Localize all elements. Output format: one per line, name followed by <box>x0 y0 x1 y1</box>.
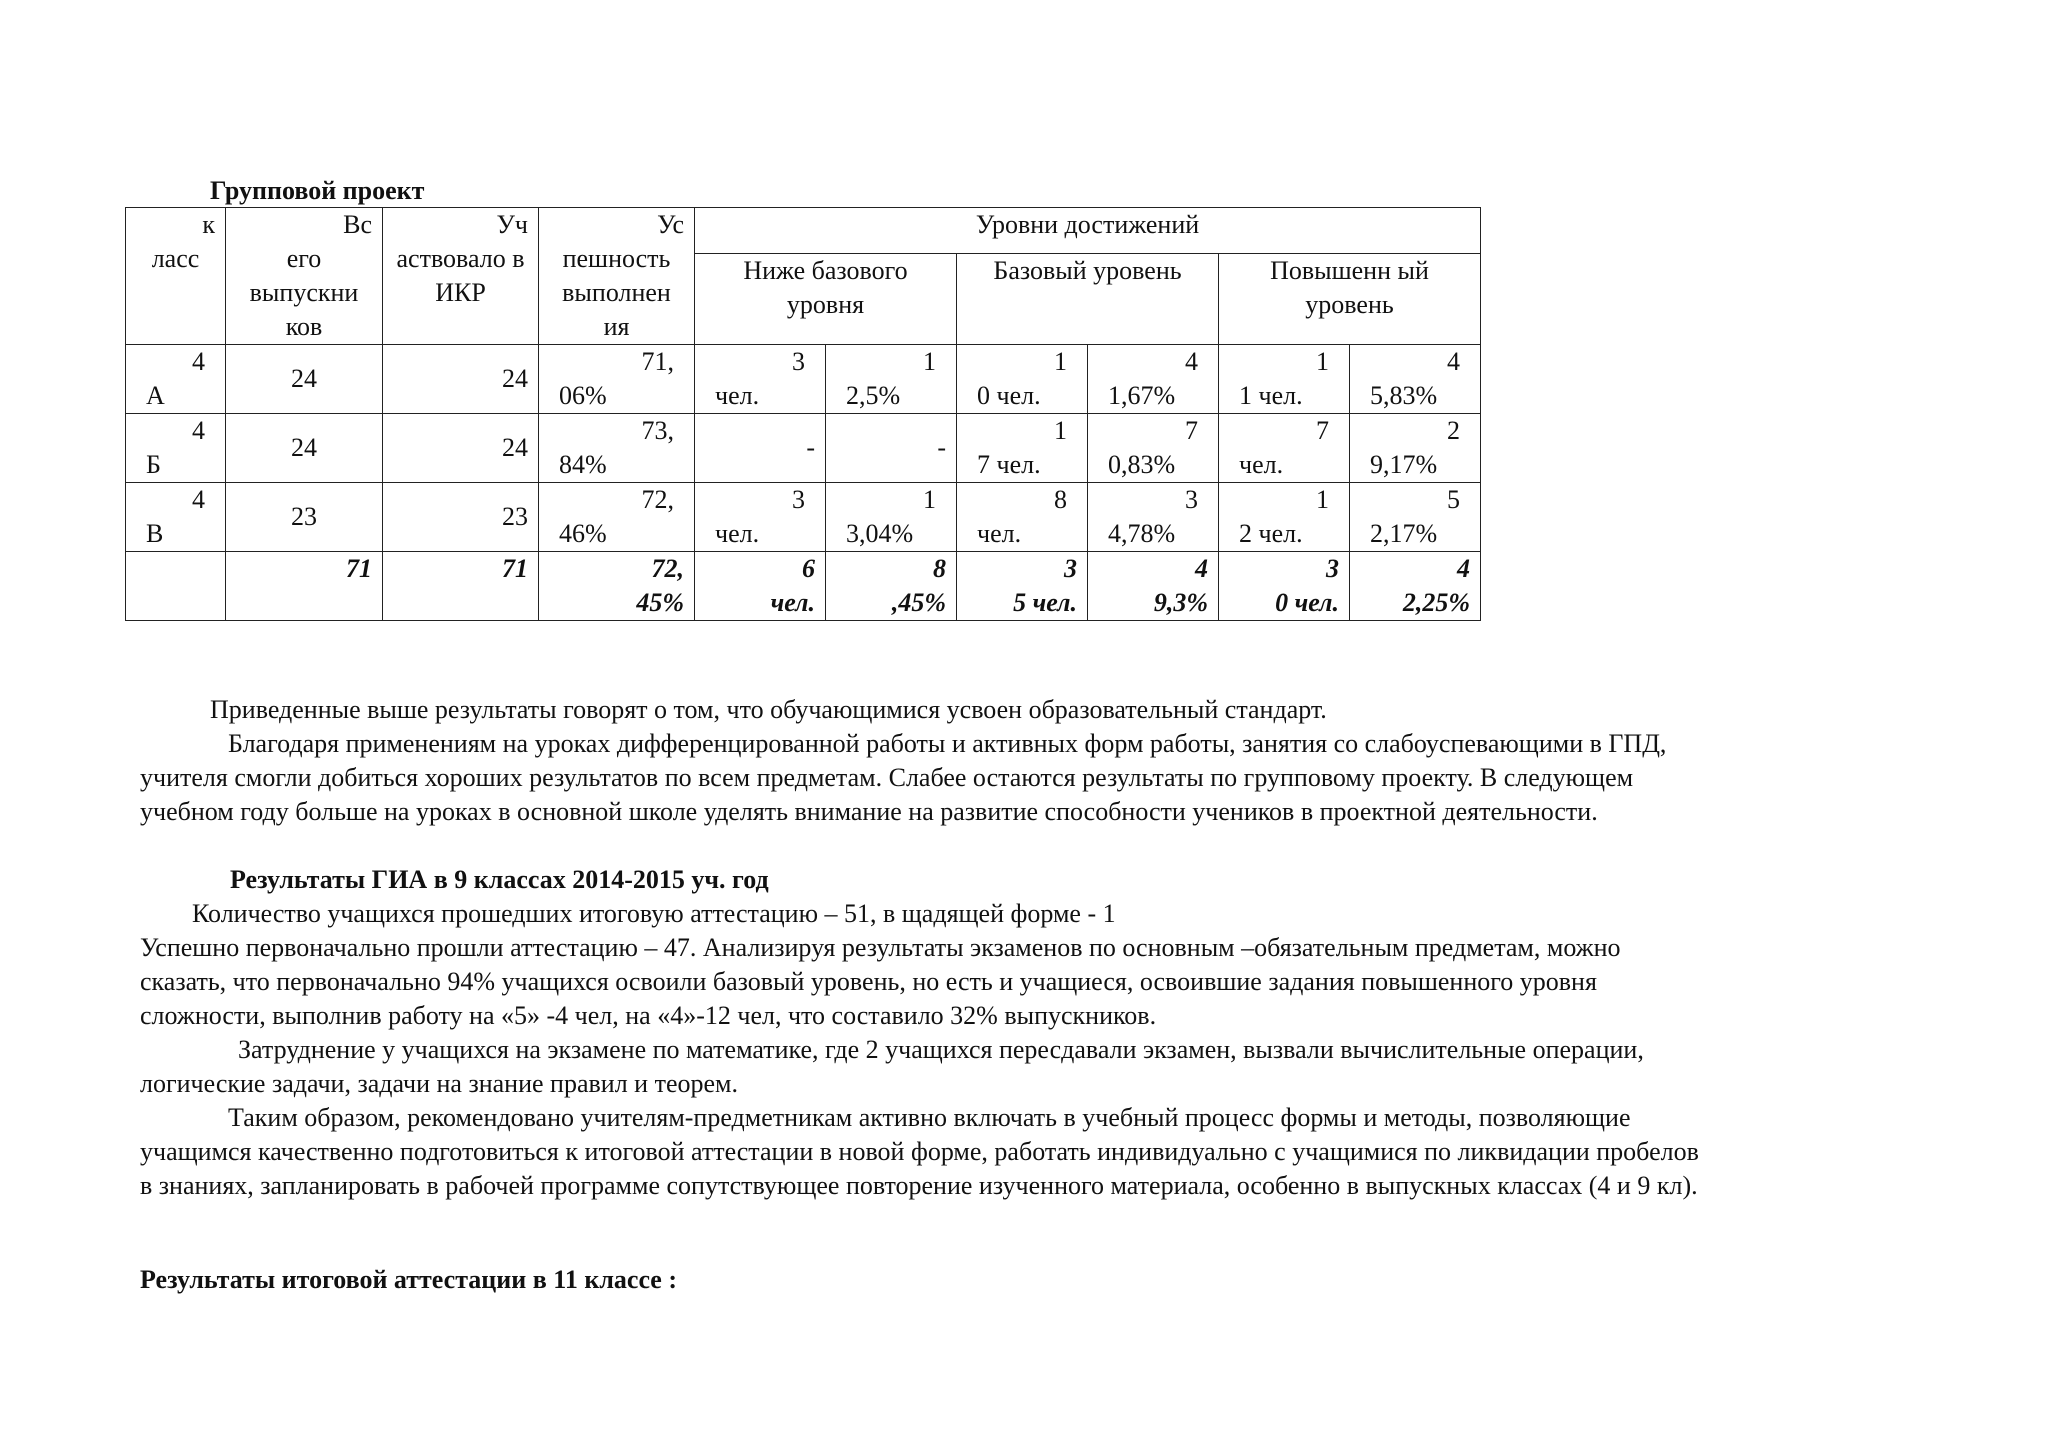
cell-below-count-bottom: чел. <box>715 381 760 410</box>
header-success-rest: пешность выполнен ия <box>562 244 671 341</box>
gia-line-3: сказать, что первоначально 94% учащихся освоили базовый уровень, но есть и учащиеся, освоившие задания повышенного уровня <box>140 967 1597 996</box>
gia-line-7: Таким образом, рекомендовано учителям-предметникам активно включать в учебный процесс формы и методы, позволяющие <box>228 1103 1631 1132</box>
cell-below-pct-top: 1 <box>923 485 936 514</box>
cell-basic-count-top: 1 <box>1054 416 1067 445</box>
cell-basic-count-top: 1 <box>1054 347 1067 376</box>
cell-high-count-bottom: чел. <box>1239 450 1284 479</box>
cell-basic-count-bottom: чел. <box>977 519 1022 548</box>
gia-line-9: в знаниях, запланировать в рабочей программе сопутствующее повторение изученного материала, особенно в выпускных классах (4 и 9 кл). <box>140 1171 1698 1200</box>
cell-total: 24 <box>226 345 383 414</box>
cell-total: 23 <box>226 483 383 552</box>
cell-high-count-top: 1 <box>1316 485 1329 514</box>
cell-success-bottom: 06% <box>559 381 607 410</box>
cell-class-top: 4 <box>192 347 205 376</box>
cell-total: 71 <box>226 552 383 621</box>
cell-high-pct-top: 5 <box>1447 485 1460 514</box>
cell-basic-count-top: 8 <box>1054 485 1067 514</box>
cell-basic-pct-bottom: 4,78% <box>1108 519 1176 548</box>
cell-basic-count-top: 3 <box>1064 554 1077 583</box>
cell-high-count-bottom: 0 чел. <box>1275 588 1339 617</box>
cell-below-pct-bottom: 2,5% <box>846 381 901 410</box>
cell-high-pct-bottom: 2,17% <box>1370 519 1438 548</box>
cell-basic-count-bottom: 5 чел. <box>1013 588 1077 617</box>
cell-success-bottom: 84% <box>559 450 607 479</box>
cell-high-pct-bottom: 9,17% <box>1370 450 1438 479</box>
cell-class-bottom: А <box>146 381 165 410</box>
cell-high-count-bottom: 1 чел. <box>1239 381 1303 410</box>
cell-below-count-top: 6 <box>802 554 815 583</box>
header-row-1 <box>126 208 1481 254</box>
cell-participated: 23 <box>383 483 539 552</box>
cell-below-count-bottom: чел. <box>715 519 760 548</box>
cell-below-count: - <box>695 414 826 483</box>
gia-line-5: Затруднение у учащихся на экзамене по математике, где 2 учащихся пересдавали экзамен, вызвали вычислительные операции, <box>238 1035 1644 1064</box>
header-high: Повышенн ый уровень <box>1219 254 1481 345</box>
paragraph-methods-line-3: учебном году больше на уроках в основной школе уделять внимание на развитие способности учеников в проектной деятельности. <box>140 797 1598 826</box>
cell-class-bottom: В <box>146 519 164 548</box>
cell-high-pct-top: 4 <box>1457 554 1470 583</box>
cell-basic-pct-top: 4 <box>1185 347 1198 376</box>
cell-basic-pct-bottom: 0,83% <box>1108 450 1176 479</box>
cell-total: 24 <box>226 414 383 483</box>
gia-section-title: Результаты ГИА в 9 классах 2014-2015 уч. год <box>230 865 769 894</box>
cell-high-count-top: 1 <box>1316 347 1329 376</box>
cell-class-bottom: Б <box>146 450 161 479</box>
cell-below-pct-top: 1 <box>923 347 936 376</box>
cell-basic-pct-bottom: 9,3% <box>1153 588 1208 617</box>
cell-class-top: 4 <box>192 485 205 514</box>
cell-success-bottom: 46% <box>559 519 607 548</box>
cell-high-count-bottom: 2 чел. <box>1239 519 1303 548</box>
paragraph-methods-line-1: Благодаря применениям на уроках дифференцированной работы и активных форм работы, занятия со слабоуспевающими в ГПД, <box>228 729 1667 758</box>
table-row <box>126 414 1481 483</box>
header-success <box>539 208 695 345</box>
cell-participated: 71 <box>383 552 539 621</box>
header-class <box>126 208 226 345</box>
cell-below-count-top: 3 <box>792 485 805 514</box>
table-total-row <box>126 552 1481 621</box>
cell-class-empty <box>126 552 226 621</box>
cell-below-pct-bottom: ,45% <box>891 588 946 617</box>
cell-below-count <box>695 552 826 621</box>
header-participated-top: Уч <box>496 210 528 239</box>
cell-basic-count <box>957 552 1088 621</box>
header-basic: Базовый уровень <box>957 254 1219 345</box>
cell-below-count-bottom: чел. <box>770 588 815 617</box>
header-success-top: Ус <box>657 210 684 239</box>
paragraph-summary: Приведенные выше результаты говорят о том, что обучающимися усвоен образовательный стандарт. <box>210 695 1327 724</box>
cell-high-pct-top: 2 <box>1447 416 1460 445</box>
cell-high-count-top: 7 <box>1316 416 1329 445</box>
header-levels: Уровни достижений <box>695 208 1481 254</box>
group-project-table <box>125 207 1481 621</box>
cell-below-pct-bottom: 3,04% <box>846 519 914 548</box>
cell-basic-pct-top: 7 <box>1185 416 1198 445</box>
cell-below-pct <box>826 552 957 621</box>
cell-high-pct-bottom: 5,83% <box>1370 381 1438 410</box>
header-total-top: Вс <box>343 210 372 239</box>
cell-participated: 24 <box>383 414 539 483</box>
header-participated <box>383 208 539 345</box>
gia-line-6: логические задачи, задачи на знание правил и теорем. <box>140 1069 738 1098</box>
final-section-title: Результаты итоговой аттестации в 11 классе : <box>140 1265 677 1294</box>
cell-basic-pct-top: 3 <box>1185 485 1198 514</box>
cell-basic-count-bottom: 7 чел. <box>977 450 1041 479</box>
header-class-bottom: ласс <box>151 244 200 273</box>
cell-success-bottom: 45% <box>636 588 684 617</box>
cell-basic-pct-bottom: 1,67% <box>1108 381 1176 410</box>
paragraph-methods-line-2: учителя смогли добиться хороших результатов по всем предметам. Слабее остаются результаты по групповому проекту. В следующем <box>140 763 1634 792</box>
cell-high-count <box>1219 552 1350 621</box>
header-class-top: к <box>202 210 215 239</box>
header-below-basic: Ниже базового уровня <box>695 254 957 345</box>
cell-below-pct-top: 8 <box>933 554 946 583</box>
cell-below-pct: - <box>826 414 957 483</box>
gia-line-2: Успешно первоначально прошли аттестацию – 47. Анализируя результаты экзаменов по основным –обязательным предметам, можно <box>140 933 1621 962</box>
cell-success-top: 73, <box>641 416 674 445</box>
cell-high-pct <box>1350 552 1481 621</box>
cell-success-top: 72, <box>651 554 684 583</box>
gia-line-8: учащимся качественно подготовиться к итоговой аттестации в новой форме, работать индивидуально с учащимися по ликвидации пробелов <box>140 1137 1699 1166</box>
cell-basic-pct <box>1088 552 1219 621</box>
cell-high-pct-bottom: 2,25% <box>1402 588 1470 617</box>
gia-line-4: сложности, выполнив работу на «5» -4 чел, на «4»-12 чел, что составило 32% выпускников. <box>140 1001 1157 1030</box>
cell-basic-pct-top: 4 <box>1195 554 1208 583</box>
header-total <box>226 208 383 345</box>
cell-class-top: 4 <box>192 416 205 445</box>
gia-line-1: Количество учащихся прошедших итоговую аттестацию – 51, в щадящей форме - 1 <box>192 899 1116 928</box>
cell-below-count-top: 3 <box>792 347 805 376</box>
cell-success-top: 72, <box>641 485 674 514</box>
cell-success-top: 71, <box>641 347 674 376</box>
group-project-title: Групповой проект <box>210 176 425 205</box>
header-participated-rest: аствовало в ИКР <box>396 244 525 307</box>
table-row <box>126 345 1481 414</box>
cell-success <box>539 552 695 621</box>
cell-high-count-top: 3 <box>1326 554 1339 583</box>
cell-participated: 24 <box>383 345 539 414</box>
cell-high-pct-top: 4 <box>1447 347 1460 376</box>
cell-basic-count-bottom: 0 чел. <box>977 381 1041 410</box>
header-total-rest: его выпускни ков <box>249 244 359 341</box>
table-row <box>126 483 1481 552</box>
